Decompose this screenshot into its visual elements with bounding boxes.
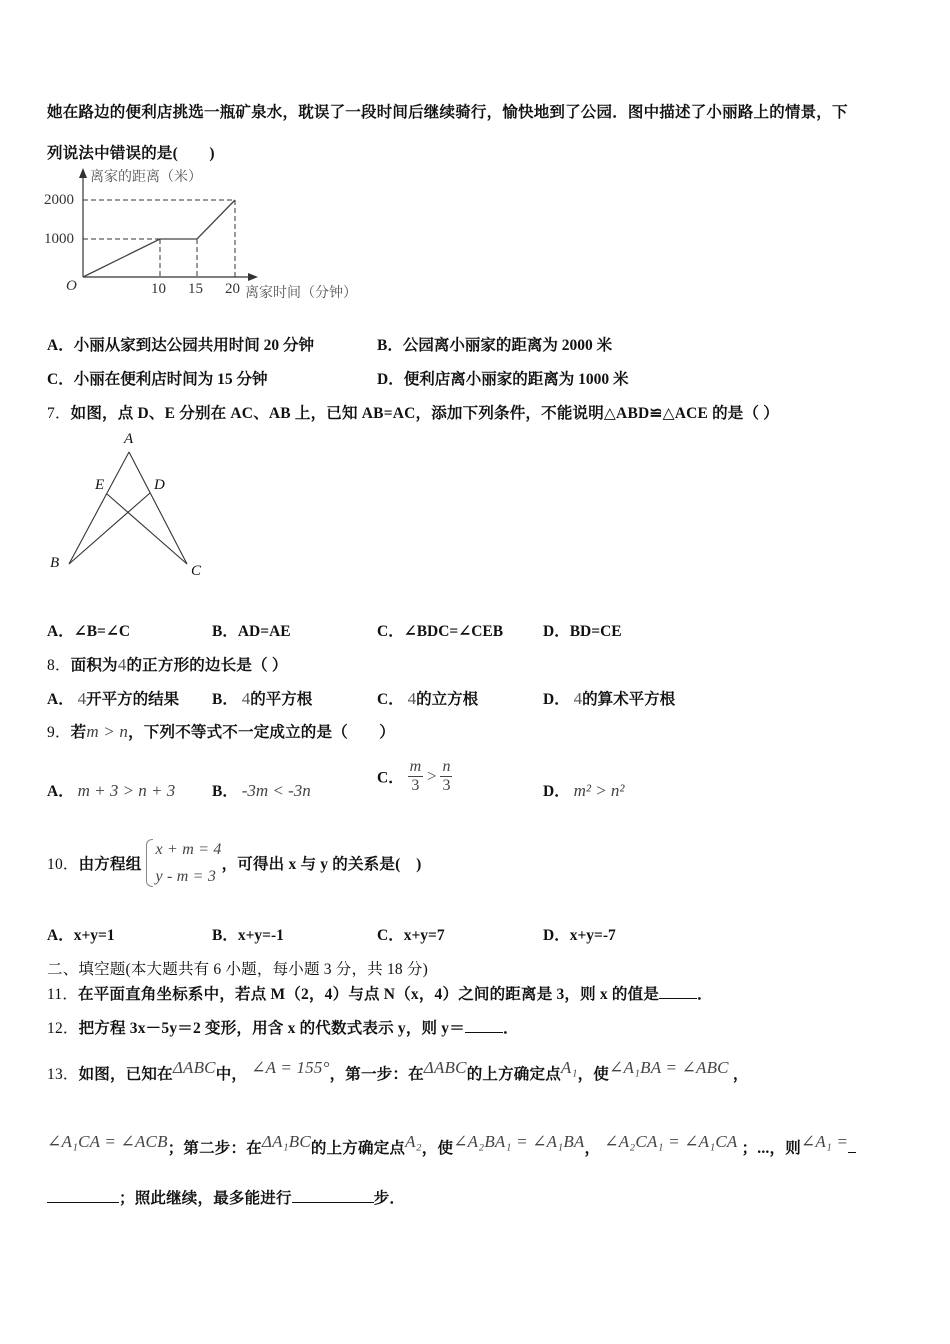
triangle-figure — [30, 425, 230, 590]
y-tick-1000: 1000 — [44, 231, 74, 247]
q6-option-b[interactable]: B．公园离小丽家的距离为 2000 米 — [377, 337, 613, 354]
fraction-m-over-3: $\frac{m}{3}$ — [409, 758, 422, 794]
q13-line1: 13．如图，已知在ΔABC中， ∠A = 155°，第一步：在ΔABC的上方确定点A₁，使∠A₁BA = ∠ABC ， — [47, 1058, 749, 1083]
q7-option-d[interactable]: D．BD=CE — [543, 623, 622, 640]
q8-option-b[interactable]: B． 4的平方根 — [212, 689, 313, 708]
y-axis-label: 离家的距离（米） — [90, 169, 202, 185]
q6-intro-line2: 列说法中错误的是( ) — [47, 145, 215, 162]
y-tick-2000: 2000 — [44, 192, 74, 208]
q6-intro-line1: 她在路边的便利店挑选一瓶矿泉水，耽误了一段时间后继续骑行，愉快地到了公园．图中描述了小丽路上的情景，下 — [47, 104, 848, 121]
x-axis-label: 离家时间（分钟） — [245, 285, 357, 301]
q13-steps-answer-blank[interactable] — [292, 1188, 374, 1203]
q12-stem: 12．把方程 3x－5y＝2 变形，用含 x 的代数式表示 y，则 y＝ ． — [47, 1020, 519, 1037]
q13-answer-blank-start[interactable] — [848, 1138, 856, 1153]
q7-option-b[interactable]: B．AD=AE — [212, 623, 291, 640]
q9-option-d[interactable]: D． m² > n² — [543, 781, 625, 800]
x-tick-15: 15 — [188, 281, 203, 297]
q11-stem: 11．在平面直角坐标系中，若点 M（2，4）与点 N（x，4）之间的距离是 3，则 x 的值是 ． — [47, 986, 713, 1003]
q11-answer-blank[interactable] — [659, 984, 697, 999]
q8-stem: 8．面积为4的正方形的边长是（ ） — [47, 655, 288, 674]
q9-option-c[interactable]: C． $\frac{m}{3}$ > $\frac{n}{3}$ — [377, 758, 451, 794]
q10-option-a[interactable]: A．x+y=1 — [47, 927, 115, 944]
label-a: A — [124, 431, 134, 447]
q9-option-b[interactable]: B． -3m < -3n — [212, 781, 311, 800]
q10-option-d[interactable]: D．x+y=-7 — [543, 927, 616, 944]
q7-stem: 7．如图，点 D、E 分别在 AC、AB 上，已知 AB=AC，添加下列条件，不能说明△ABD≌△ACE 的是（ ） — [47, 405, 779, 422]
label-e: E — [95, 477, 105, 493]
label-b: B — [50, 555, 60, 571]
q6-option-a[interactable]: A．小丽从家到达公园共用时间 20 分钟 — [47, 337, 314, 354]
q13-line3: ；照此继续，最多能进行 步． — [47, 1186, 405, 1208]
origin-label: O — [66, 278, 77, 294]
q6-option-d[interactable]: D．便利店离小丽家的距离为 1000 米 — [377, 371, 629, 388]
q12-answer-blank[interactable] — [465, 1018, 503, 1033]
x-tick-10: 10 — [151, 281, 166, 297]
distance-time-chart — [30, 160, 400, 310]
q10-stem: 10．由方程组 x + m = 4 y - m = 3 ，可得出 x 与 y 的关系是( ) — [47, 836, 422, 890]
equation-system: x + m = 4 y - m = 3 — [146, 836, 222, 890]
label-c: C — [191, 563, 202, 579]
q7-option-a[interactable]: A．∠B=∠C — [47, 623, 131, 640]
q13-angle-answer-blank[interactable] — [47, 1188, 119, 1203]
q7-option-c[interactable]: C．∠BDC=∠CEB — [377, 623, 504, 640]
q6-option-c[interactable]: C．小丽在便利店时间为 15 分钟 — [47, 371, 268, 388]
section-heading-fill-in: 二、填空题(本大题共有 6 小题，每小题 3 分，共 18 分) — [47, 961, 428, 978]
q9-option-a[interactable]: A． m + 3 > n + 3 — [47, 781, 176, 800]
q8-option-d[interactable]: D． 4的算术平方根 — [543, 689, 676, 708]
q9-stem: 9．若m > n，下列不等式不一定成立的是（ ） — [47, 722, 396, 741]
q8-option-c[interactable]: C． 4的立方根 — [377, 689, 479, 708]
q10-option-b[interactable]: B．x+y=-1 — [212, 927, 284, 944]
label-d: D — [154, 477, 165, 493]
q13-line2: ∠A₁CA = ∠ACB；第二步：在ΔA₁BC的上方确定点A₂，使∠A₂BA₁ = ∠A₁BA， ∠A₂CA₁ = ∠A₁CA ；...，则∠A₁ = — [47, 1132, 856, 1158]
q8-option-a[interactable]: A． 4开平方的结果 — [47, 689, 180, 708]
q10-option-c[interactable]: C．x+y=7 — [377, 927, 445, 944]
fraction-n-over-3: $\frac{n}{3}$ — [442, 758, 451, 794]
x-tick-20: 20 — [225, 281, 240, 297]
